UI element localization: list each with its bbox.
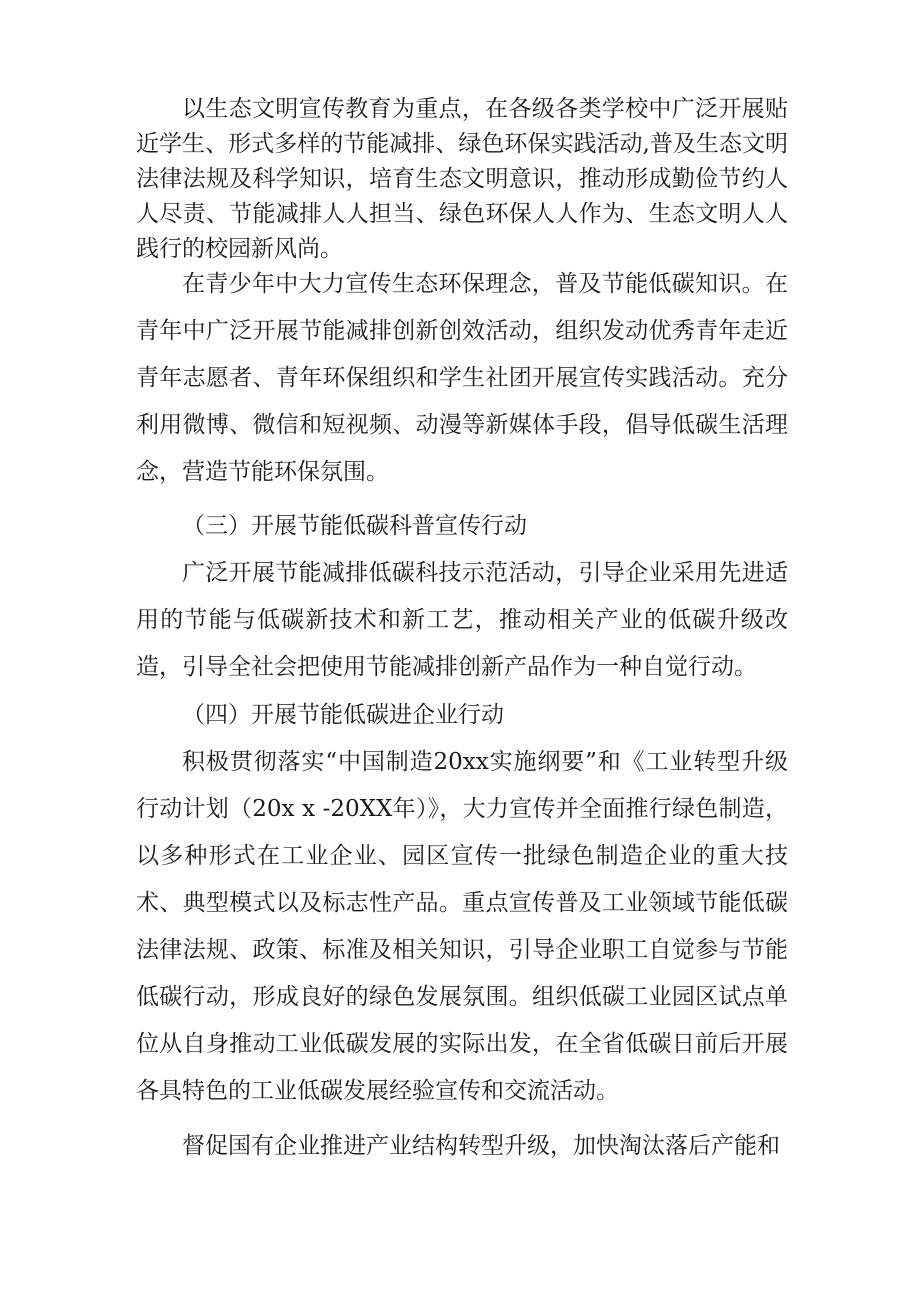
paragraph-state-enterprises: 督促国有企业推进产业结构转型升级，加快淘汰落后产能和 [182, 1133, 780, 1159]
paragraph-youth-publicity: 在青少年中大力宣传生态环保理念，普及节能低碳知识。在青年中广泛开展节能减排创新创效活动，组织发动优秀青年走近青年志愿者、青年环保组织和学生社团开展宣传实践活动。充分利用微博、微信和短视频、动漫等新媒体手段，倡导低碳生活理念，营造节能环保氛围。 [136, 271, 788, 485]
paragraph-school-education: 以生态文明宣传教育为重点，在各级各类学校中广泛开展贴近学生、形式多样的节能减排、绿色环保实践活动,普及生态文明法律法规及科学知识，培育生态文明意识，推动形成勤俭节约人人尽责、节能减排人人担当、绿色环保人人作为、生态文明人人践行的校园新风尚。 [136, 96, 788, 262]
section-heading-science-publicity: （三）开展节能低碳科普宣传行动 [182, 513, 527, 539]
paragraph-green-manufacturing: 积极贯彻落实“中国制造20xx实施纲要”和《工业转型升级行动计划（20x x -20XX年）》，大力宣传并全面推行绿色制造，以多种形式在工业企业、园区宣传一批绿色制造企业的重大技术、典型模式以及标志性产品。重点宣传普及工业领域节能低碳法律法规、政策、标准及相关知识，引导企业职工自觉参与节能低碳行动，形成良好的绿色发展氛围。组织低碳工业园区试点单位从自身推动工业低碳发展的实际出发，在全省低碳日前后开展各具特色的工业低碳发展经验宣传和交流活动。 [136, 749, 788, 1104]
paragraph-tech-demonstration: 广泛开展节能减排低碳科技示范活动，引导企业采用先进适用的节能与低碳新技术和新工艺，推动相关产业的低碳升级改造，引导全社会把使用节能减排创新产品作为一种自觉行动。 [136, 560, 788, 680]
section-heading-enterprise-action: （四）开展节能低碳进企业行动 [182, 702, 504, 728]
